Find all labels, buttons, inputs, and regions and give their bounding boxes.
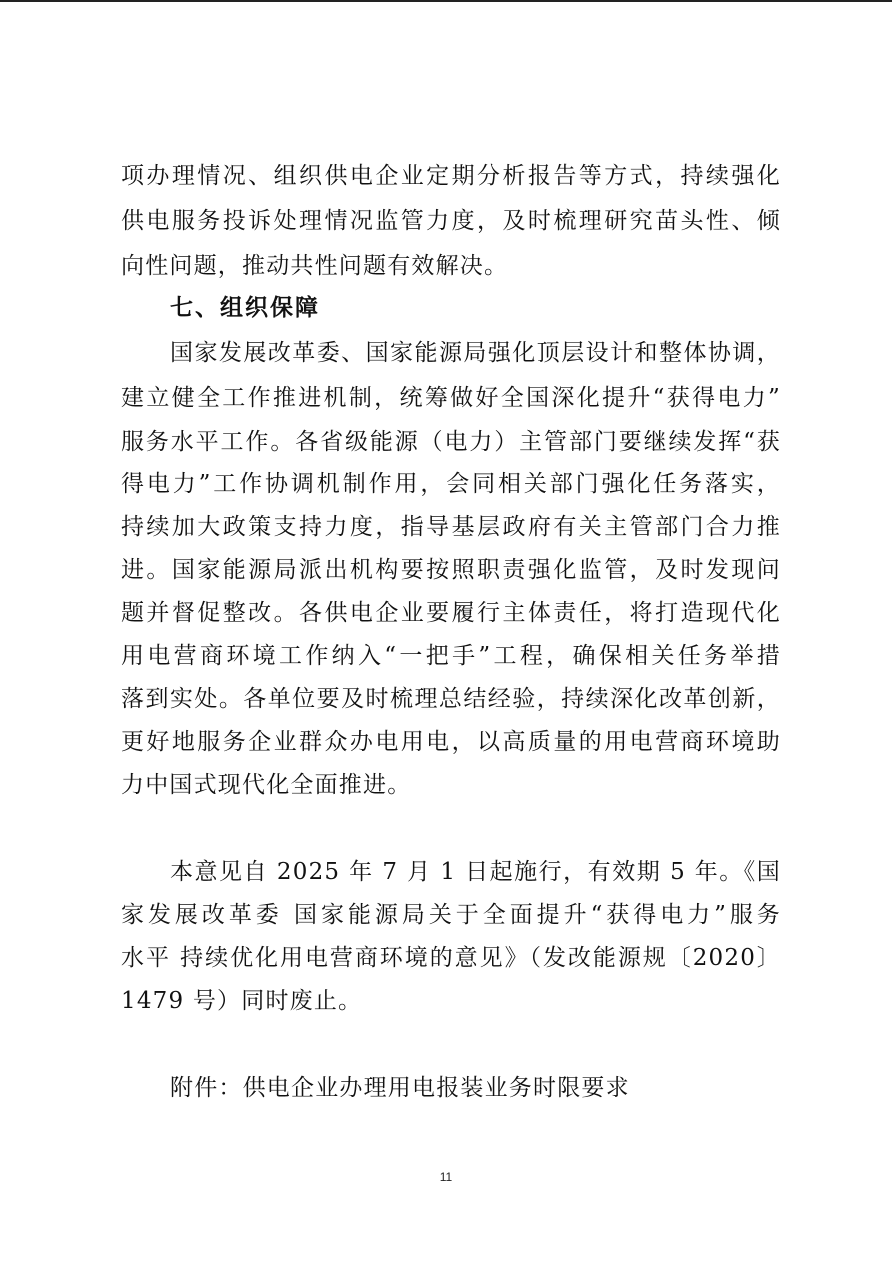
page-number: 11 [439,1170,453,1184]
paragraph-2-line-5: 持续加大政策支持力度，指导基层政府有关主管部门合力推 [121,514,781,540]
paragraph-3-line-3: 水平 持续优化用电营商环境的意见》（发改能源规〔2020〕 [121,945,781,971]
paragraph-2-line-10: 更好地服务企业群众办电用电，以高质量的用电营商环境助 [121,729,781,755]
paragraph-2-line-1: 国家发展改革委、国家能源局强化顶层设计和整体协调， [170,340,781,366]
paragraph-2-line-4: 得电力”工作协调机制作用，会同相关部门强化任务落实， [121,471,781,497]
paragraph-2-line-2: 建立健全工作推进机制，统筹做好全国深化提升“获得电力” [121,385,781,411]
attachment-line: 附件：供电企业办理用电报装业务时限要求 [170,1075,630,1101]
top-border-line [0,0,892,2]
paragraph-2-line-6: 进。国家能源局派出机构要按照职责强化监管，及时发现问 [121,557,781,583]
paragraph-3-line-2: 家发展改革委 国家能源局关于全面提升“获得电力”服务 [121,902,781,928]
paragraph-3-line-1: 本意见自 2025 年 7 月 1 日起施行，有效期 5 年。《国 [170,859,781,885]
paragraph-1-line-1: 项办理情况、组织供电企业定期分析报告等方式，持续强化 [121,163,781,189]
paragraph-2-line-8: 用电营商环境工作纳入“一把手”工程，确保相关任务举措 [121,643,781,669]
section-heading: 七、组织保障 [170,295,320,321]
paragraph-2-line-3: 服务水平工作。各省级能源（电力）主管部门要继续发挥“获 [121,429,781,455]
paragraph-1-line-2: 供电服务投诉处理情况监管力度，及时梳理研究苗头性、倾 [121,208,781,234]
paragraph-3-line-4: 1479 号）同时废止。 [121,988,363,1014]
paragraph-2-line-11: 力中国式现代化全面推进。 [121,772,412,798]
paragraph-1-line-3: 向性问题，推动共性问题有效解决。 [121,253,509,279]
paragraph-2-line-9: 落到实处。各单位要及时梳理总结经验，持续深化改革创新， [121,686,781,712]
paragraph-2-line-7: 题并督促整改。各供电企业要履行主体责任，将打造现代化 [121,600,781,626]
